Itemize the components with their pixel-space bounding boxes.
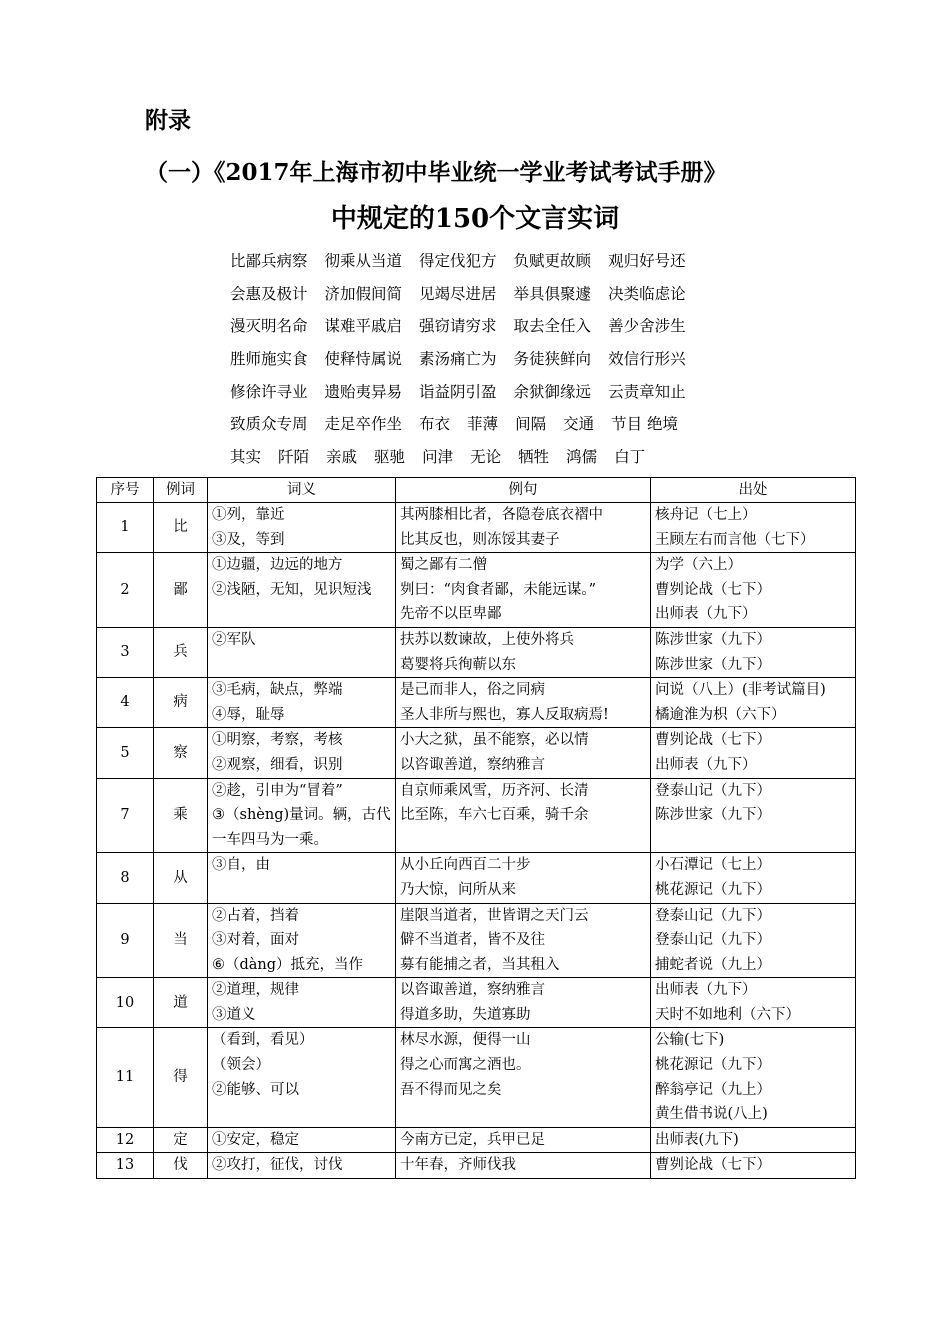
word-group: 胜师施实食 [230,350,308,369]
word-group: 间隔 [515,415,547,434]
meaning-line: ④辱，耻辱 [212,706,285,723]
example-line: 吾不得而见之矣 [400,1081,502,1098]
row-example [396,1153,651,1179]
row-source [651,903,856,978]
word-group: 使释恃属说 [324,350,403,369]
meaning-line: ②浅陋，无知，见识短浅 [212,581,372,598]
row-word: 当 [154,903,208,978]
header-word: 例词 [154,478,208,503]
word-group: 菲薄 [467,415,499,434]
row-meaning [208,627,396,677]
table-header-row [97,478,856,503]
example-line: 得道多助，失道寡助 [400,1006,531,1023]
row-source [651,853,856,903]
source-line: 问说（八上）(非考试篇目) [655,682,826,699]
row-source [651,1127,856,1153]
word-group-line [230,347,750,380]
source-line: 公输(七下) [655,1032,725,1049]
source-line: 捕蛇者说（九上） [655,956,771,973]
row-meaning [208,903,396,978]
example-line: 圣人非所与熙也，寡人反取病焉! [400,706,609,723]
document-title-line-1: （一）《2017年上海市初中毕业统一学业考试考试手册》 [145,159,727,186]
table-row [97,778,856,853]
source-line: 桃花源记（九下） [655,881,771,898]
meaning-line: ③对着，面对 [212,932,299,949]
table-row [97,1153,856,1179]
word-group: 观归好号还 [608,252,686,270]
example-line: 其两膝相比者，各隐卷底衣褶中 [400,507,603,523]
row-example [396,778,651,853]
source-line: 橘逾淮为枳（六下） [655,706,786,723]
word-group-line [230,412,750,445]
word-group: 举具俱聚遽 [513,284,592,303]
source-line: 曹刿论战（七下） [655,581,771,598]
row-number: 12 [97,1127,154,1153]
row-word: 从 [154,853,208,903]
example-line: 十年春，齐师伐我 [400,1157,516,1174]
word-group-line [230,314,750,347]
row-number: 5 [97,728,154,778]
meaning-line: ⑥（dàng）抵充，当作 [212,956,364,973]
row-source [651,553,856,628]
table-row [97,903,856,978]
example-line: 林尽水源，便得一山 [400,1032,531,1049]
example-line: 从小丘向西百二十步 [400,857,531,874]
word-group: 其实 [230,448,262,467]
word-group: 强窃请穷求 [419,317,497,336]
word-group: 遗贻夷异易 [324,382,403,401]
table-row [97,853,856,903]
row-number: 8 [97,853,154,903]
source-line: 出师表（九下） [655,756,757,773]
row-word: 伐 [154,1153,208,1179]
example-line: 僻不当道者，皆不及往 [400,932,545,949]
row-source [651,728,856,778]
example-line: 乃大惊，问所从来 [400,881,516,898]
row-number: 13 [97,1153,154,1179]
row-meaning [208,1127,396,1153]
word-group: 诣益阴引盈 [419,382,497,401]
row-source [651,1028,856,1127]
row-word: 道 [154,978,208,1028]
word-group-line [230,249,750,282]
row-source [651,1153,856,1179]
word-group: 漫灭明名命 [230,317,308,336]
word-group: 谋难平戚启 [324,317,403,336]
table-row [97,553,856,628]
example-line: 以咨诹善道，察纳雅言 [400,982,545,999]
row-example [396,553,651,628]
word-group: 会惠及极计 [230,284,308,303]
example-line: 是己而非人，俗之同病 [400,682,545,699]
row-meaning [208,778,396,853]
header-example: 例句 [396,478,651,503]
row-word: 鄙 [154,553,208,628]
meaning-line: ②观察，细看，识别 [212,756,343,773]
row-word: 病 [154,678,208,728]
header-number: 序号 [97,478,154,503]
word-group: 布衣 [419,415,451,434]
row-meaning [208,678,396,728]
word-group: 善少舍涉生 [608,317,686,336]
meaning-line: ②趁，引申为“冒着” [212,782,343,799]
row-example [396,1127,651,1153]
row-meaning [208,1028,396,1127]
example-line: 先帝不以臣卑鄙 [400,606,502,623]
source-line: 出师表（九下） [655,982,757,999]
row-word: 察 [154,728,208,778]
meaning-line: ②能够、可以 [212,1081,299,1098]
row-number: 1 [97,503,154,553]
row-example [396,627,651,677]
source-line: 王顾左右而言他（七下） [655,531,815,548]
example-line: 以咨诹善道，察纳雅言 [400,756,545,773]
row-source [651,503,856,553]
source-line: 陈涉世家（九下） [655,631,771,648]
meaning-line: ③及，等到 [212,531,285,548]
source-line: 黄生借书说(八上) [655,1106,768,1123]
table-row [97,678,856,728]
row-number: 2 [97,553,154,628]
meaning-line: （领会） [212,1057,270,1074]
meaning-line: ②攻打，征伐，讨伐 [212,1157,343,1174]
word-group: 务徒狭鲜向 [513,350,592,369]
example-line: 今南方已定，兵甲已足 [400,1131,545,1148]
table-row [97,627,856,677]
meaning-line: ③（shèng)量词。辆，古代一车四马为一乘。 [212,807,391,848]
source-line: 陈涉世家（九下） [655,656,771,673]
meaning-line: ①列，靠近 [212,507,285,523]
example-line: 小大之狱，虽不能察，必以情 [400,732,589,749]
row-word: 乘 [154,778,208,853]
vocabulary-table [96,477,856,1179]
row-number: 3 [97,627,154,677]
source-line: 出师表（九下） [655,606,757,623]
word-group: 牺牲 [518,448,550,467]
word-group-line [230,282,750,315]
row-word: 比 [154,503,208,553]
row-word: 定 [154,1127,208,1153]
example-line: 蜀之鄙有二僧 [400,557,487,574]
word-group: 鸿儒 [566,448,598,467]
row-example [396,728,651,778]
row-example [396,1028,651,1127]
row-meaning [208,853,396,903]
row-meaning [208,1153,396,1179]
word-group-line [230,380,750,413]
row-example [396,903,651,978]
word-group: 取去全任入 [513,317,592,336]
word-group: 见竭尽进居 [419,284,497,303]
meaning-line: ②军队 [212,631,256,648]
example-line: 葛婴将兵徇蕲以东 [400,656,516,673]
example-line: 比其反也，则冻馁其妻子 [400,531,560,548]
source-line: 核舟记（七上） [655,507,757,523]
word-group: 交通 [563,415,595,434]
word-group: 济加假间简 [324,284,403,303]
source-line: 登泰山记（九下） [655,907,771,924]
document-title-line-2: 中规定的150个文言实词 [330,204,620,234]
word-group: 驱驰 [374,448,406,467]
header-source: 出处 [651,478,856,503]
word-group: 素汤痛亡为 [419,350,497,369]
table-row [97,1127,856,1153]
appendix-title: 附录 [145,107,191,134]
word-group: 白丁 [614,448,646,467]
word-group: 效信行形兴 [608,350,686,369]
word-group: 致质众专周 [230,415,308,434]
example-line: 自京师乘风雪，历齐河、长清 [400,782,589,799]
word-group: 云责章知止 [608,382,686,401]
example-line: 比至陈，车六七百乘，骑千余 [400,807,589,824]
word-group: 问津 [422,448,454,467]
word-group: 余狱御缘远 [513,382,592,401]
row-number: 10 [97,978,154,1028]
row-source [651,778,856,853]
meaning-line: ①明察，考察，考核 [212,732,343,749]
example-line: 扶苏以数谏故，上使外将兵 [400,631,574,648]
meaning-line: （看到，看见） [212,1032,314,1049]
meaning-line: ①安定，稳定 [212,1131,299,1148]
word-group: 亲戚 [326,448,358,467]
table-row [97,503,856,553]
row-number: 4 [97,678,154,728]
word-group: 比鄙兵病察 [230,252,308,270]
meaning-line: ②道理，规律 [212,982,299,999]
example-line: 崖限当道者，世皆谓之天门云 [400,907,589,924]
source-line: 小石潭记（七上） [655,857,771,874]
meaning-line: ③自，由 [212,857,270,874]
row-word: 得 [154,1028,208,1127]
word-group-list [230,249,750,478]
word-group: 阡陌 [278,448,310,467]
source-line: 登泰山记（九下） [655,782,771,799]
source-line: 登泰山记（九下） [655,932,771,949]
row-meaning [208,503,396,553]
row-meaning [208,553,396,628]
row-example [396,503,651,553]
source-line: 醉翁亭记（九上） [655,1081,771,1098]
row-source [651,627,856,677]
source-line: 桃花源记（九下） [655,1057,771,1074]
row-meaning [208,978,396,1028]
word-group: 负赋更故顾 [513,252,592,270]
table-row [97,1028,856,1127]
row-example [396,978,651,1028]
meaning-line: ②占着，挡着 [212,907,299,924]
word-group: 走足卒作坐 [324,415,403,434]
row-source [651,678,856,728]
table-row [97,978,856,1028]
source-line: 天时不如地利（六下） [655,1006,800,1023]
word-group: 节目 绝境 [611,415,679,434]
example-line: 募有能捕之者，当其租入 [400,956,560,973]
row-source [651,978,856,1028]
row-example [396,678,651,728]
meaning-line: ③道义 [212,1006,256,1023]
example-line: 得之心而寓之酒也。 [400,1057,531,1074]
source-line: 陈涉世家（九下） [655,807,771,824]
meaning-line: ③毛病，缺点，弊端 [212,682,343,699]
row-number: 9 [97,903,154,978]
word-group: 决类临虑论 [608,284,686,303]
header-meaning: 词义 [208,478,396,503]
source-line: 为学（六上） [655,557,742,574]
example-line: 刿曰：“肉食者鄙，未能远谋。” [400,581,597,598]
word-group: 修徐许寻业 [230,382,308,401]
word-group: 无论 [470,448,502,467]
row-example [396,853,651,903]
meaning-line: ①边疆，边远的地方 [212,557,343,574]
source-line: 曹刿论战（七下） [655,1157,771,1174]
source-line: 出师表(九下) [655,1131,739,1148]
word-group-line [230,445,750,478]
row-number: 11 [97,1028,154,1127]
table-row [97,728,856,778]
word-group: 彻乘从当道 [324,252,403,270]
source-line: 曹刿论战（七下） [655,732,771,749]
row-number: 7 [97,778,154,853]
row-meaning [208,728,396,778]
row-word: 兵 [154,627,208,677]
word-group: 得定伐犯方 [419,252,497,270]
